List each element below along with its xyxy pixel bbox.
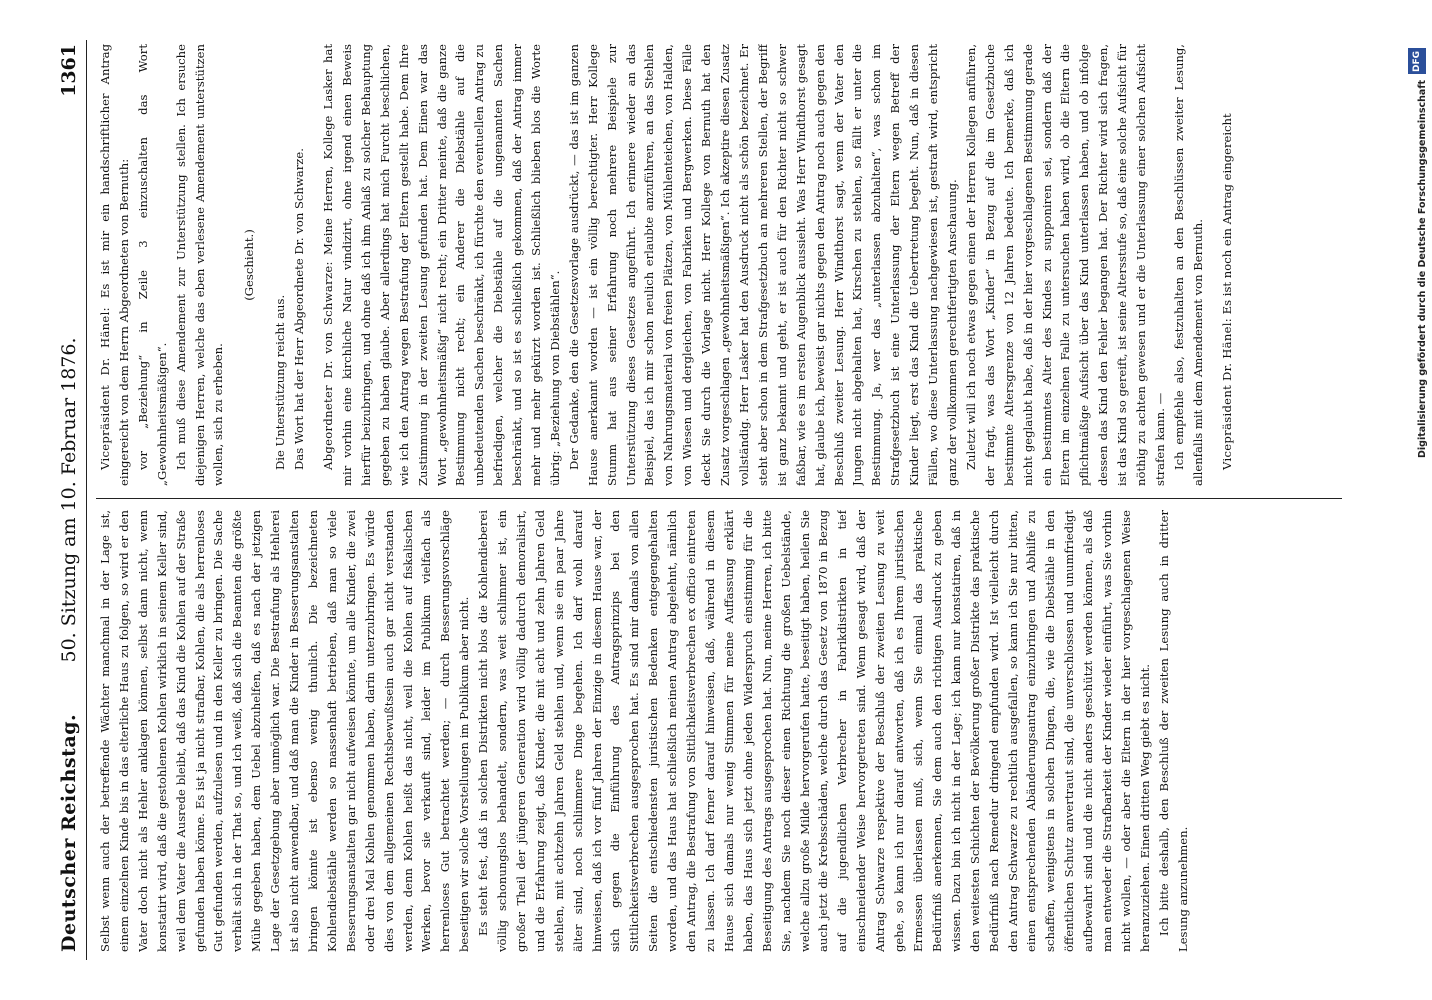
- paragraph: [1218, 44, 1237, 486]
- dfg-logo-text: DFG: [1412, 50, 1422, 72]
- paragraph: Zuletzt will ich noch etwas gegen einen der Herren Kollegen anführen, der fragt, was das Wort „Kinder“ in Bezug auf die im Gesetzbuche bestimmte Altersgrenze von 12 Jahren bedeute. Ich bemerke, daß ich nicht geglaubt habe, daß in der hier vorgeschlagenen Bestimmung gerade ein bestimmtes Alter des Kindes zu supponiren sei, sondern daß der Eltern im einzelnen Falle zu untersuchen haben wird, ob die Eltern die pflichtmäßige Aufsicht über das Kind unterlassen haben, und ob infolge dessen das Kind den Fehler begangen hat. Der Richter wird sich fragen, ist das Kind so gereift, ist seine Altersstufe so, daß eine solche Aufsicht für nöthig zu achten gewesen und er die Unterlassung einer solchen Aufsicht strafen kann. —: [963, 44, 1167, 486]
- speaker-name: Vicepräsident Dr. Hänel:: [98, 307, 112, 470]
- paragraph: Das Wort hat der Herr Abgeordnete Dr. von Schwarze.: [292, 148, 307, 470]
- paragraph: [96, 44, 134, 486]
- speech-text: Es ist noch ein Antrag eingereicht: [1219, 113, 1234, 315]
- column-divider: [96, 498, 1342, 499]
- page-header: [52, 40, 87, 960]
- session-title: 50. Sitzung am 10. Februar 1876.: [58, 337, 80, 663]
- page-number: 1361: [58, 44, 80, 97]
- paragraph: Der Gedanke, den die Gesetzesvorlage ausdrückt, — das ist im ganzen Hause anerkannt worden — ist ein völlig berechtigter. Herr Kollege Stumm hat aus seiner Erfahrung noch mehrere Beispiele zur Unterstützung dieses Gesetzes angeführt. Ich erinnere wieder an das Beispiel, das ich mir schon neulich erlaubte anzuführen, an das Stehlen von Nahrungsmaterial von freien Plätzen, von Mühlenteichen, von Halden, von Wiesen und dergleichen, von Fabriken und Bergwerken. Diese Fälle deckt Sie durch die Vorlage nicht. Herr Kollege von Bernuth hat den Zusatz vorgeschlagen „gewohnheitsmäßigen“. Ich akzeptire diesen Zusatz vollständig. Herr Lasker hat den Ausdruck nicht als schön bezeichnet. Er steht aber schon in dem Strafgesetzbuch an mehreren Stellen, der Begriff ist ganz bekannt und geht, er ist auch für den Richter nicht so schwer faßbar, wie es im ersten Augenblick aussieht. Was Herr Windthorst gesagt hat, glaube ich, beweist gar nichts gegen den Antrag noch auch gegen den Beschluß zweiter Lesung. Herr Windthorst sagt, wenn der Vater den Jungen nicht abgehalten hat, Kirschen zu stehlen, so fällt er unter die Bestimmung. Ja, wer das „unterlassen abzuhalten“, was schon im Strafgesetzbuch ist eine Unterlassung der Eltern wegen Betreff der Kinder liegt, erst das Kind die Uebertretung begeht. Nun, daß in diesen Fällen, wo diese Unterlassung nachgewiesen ist, gestraft wird, entspricht ganz der vollkommen gerechtfertigten Anschauung.: [566, 44, 959, 486]
- speaker-name: Vicepräsident Dr. Hänel:: [1219, 318, 1234, 470]
- stage-note: (Geschieht.): [242, 229, 257, 301]
- speech-text: Es ist mir ein handschriftlicher Antrag eingereicht von dem Herrn Abgeordneten von Bernuth:: [98, 44, 131, 486]
- paragraph: Es steht fest, daß in solchen Distrikten nicht blos die Kohlendieberei völlig schonungslos behandelt, sondern, was weit schlimmer ist, ein großer Theil der jüngeren Generation wird völlig dadurch demoralisirt, und die Erfahrung zeigt, daß Kinder, die mit acht und zehn Jahren Geld stehlen, mit achtzehn Jahren Geld stehlen und, wenn sie ein paar Jahre älter sind, noch schlimmere Dinge begehen. Ich darf wohl darauf hinweisen, daß ich vor fünf Jahren der Einzige in diesem Hause war, der sich gegen die Einführung des Antragsprinzips bei den Sittlichkeitsverbrechen ausgesprochen hat. Es sind mir damals von allen Seiten die entschiedensten juristischen Bedenken entgegengehalten worden, und das Haus hat schließlich meinen Antrag abgelehnt, nämlich den Antrag, die Bestrafung von Sittlichkeitsverbrechen ex officio eintreten zu lassen. Ich darf ferner darauf hinweisen, daß, während in diesem Hause sich damals nur wenig Stimmen für meine Auffassung erklärt haben, das Haus sich jetzt ohne jeden Widerspruch einstimmig für die Beseitigung des Antrags ausgesprochen hat. Nun, meine Herren, ich bitte Sie, nachdem Sie noch dieser einen Richtung die großen Uebelstände, welche allzu große Milde hervorgerufen hatte, beseitigt haben, heilen Sie auch jetzt die Krebsschäden, welche durch das Gesetz von 1870 in Bezug auf die jugendlichen Verbrecher in Fabrikdistrikten in tief einschneidender Weise hervorgetreten sind. Wenn gesagt wird, daß der Antrag Schwarze respektive der Beschluß der zweiten Lesung zu weit gehe, so kann ich nur darauf antworten, daß ich es Ihrem juristischen Ermessen überlassen muß, sich, wenn Sie einmal das praktische Bedürfniß anerkennen, Sie dem auch den richtigen Ausdruck zu geben wissen. Dazu bin ich nicht in der Lage; ich kann nur konstatiren, daß in den weitesten Schichten der Bevölkerung großer Distrikte das praktische Bedürfniß nach Remedur dringend empfunden wird. Ist vielleicht durch den Antrag Schwarze zu rechtlich ausgefallen, so kann ich Sie nur bitten, einen entsprechenden Abänderungsantrag einzubringen und Abhilfe zu schaffen, wenigstens in solchen Dingen, die, wie die Diebstähle in den öffentlichen Schutz anvertraut sind, die unverschlossen und unumfriedigt aufbewahrt sind und die nicht anders geschützt werden können, als daß man entweder die Strafbarkeit der Kinder wieder einführt, was Sie vorhin nicht wollen, — oder aber die Eltern in der hier vorgeschlagenen Weise heranzuziehen. Einen dritten Weg giebt es nicht.: [476, 510, 1152, 952]
- quoted-amendment: vor „Beziehung“ in Zeile 3 einzuschalten das Wort „Gewohnheitsmäßigen“.: [135, 44, 169, 486]
- paragraph: Ich empfehle also, festzuhalten an den Beschlüssen zweiter Lesung, allenfalls mit dem Amendement von Bernuth.: [1171, 44, 1205, 486]
- speaker-name: Abgeordneter Dr. von Schwarze:: [321, 261, 336, 470]
- paragraph: Selbst wenn auch der betreffende Wächter manchmal in der Lage ist, einem einzelnen Kinde bis in das elterliche Haus zu folgen, so wird er den Vater doch nicht als Hehler anklagen können, selbst dann nicht, wenn konstatirt wird, daß die gestohlenen Kohlen wirklich in seinem Keller sind, weil dem Vater die Ausrede bleibt, daß das Kind die Kohlen auf der Straße gefunden haben könne. Es ist ja nicht strafbar, Kohlen, die als herrenloses Gut gefunden werden, aufzulesen und in den Keller zu bringen. Die Sache verhält sich in der That so, und ich weiß, daß sich die Beamten die größte Mühe gegeben haben, dem Uebel abzuhelfen, daß es nach der jetzigen Lage der Gesetzgebung aber unmöglich war. Die Bestrafung als Hehlerei ist also nicht anwendbar, und daß man die Kinder in Besserungsanstalten bringen könnte ist ebenso wenig thunlich. Die bezeichneten Kohlendiebstähle werden so massenhaft betrieben, daß man so viele Besserungsanstalten gar nicht aufweisen könnte, um alle Kinder, die zwei oder drei Mal Kohlen genommen haben, darin unterzubringen. Es würde dies von dem allgemeinen Rechtsbewußtsein auch gar nicht verstanden werden, denn Kohlen heißt das nicht, weil die Kohlen auf fiskalischen Werken, bevor sie verkauft sind, leider im Publikum vielfach als herrenloses Gut betrachtet werden; — durch Besserungsvorschläge beseitigen wir solche Vorstellungen im Publikum aber nicht.: [98, 510, 472, 952]
- dfg-logo-icon: [1408, 48, 1426, 74]
- publication-title: Deutscher Reichstag.: [58, 713, 80, 952]
- paragraph: Die Unterstützung reicht aus.: [273, 294, 288, 470]
- digitization-note: Digitalisierung gefördert durch die Deutsche Forschungsgemeinschaft: [1417, 80, 1428, 458]
- right-column: [96, 44, 1342, 486]
- left-column: [96, 510, 1342, 952]
- paragraph: [319, 44, 565, 486]
- paragraph: Ich bitte deshalb, den Beschluß der zweiten Lesung auch in dritter Lesung anzunehmen.: [1156, 510, 1190, 952]
- speech-text: Meine Herren, Kollege Lasker hat mir vorhin eine kirchliche Natur vindizirt, ohne irgend einen Beweis hierfür beizubringen, und ohne daß ich ihm Anlaß zu solcher Behauptung gegeben zu haben glaube. Aber allerdings hat mich Furcht beschlichen, wie ich den Antrag wegen Bestrafung der Eltern gestellt habe. Dem Ihre Zustimmung in der zweiten Lesung gefunden hat. Dem Einen war das Wort „gewohnheitsmäßig“ nicht recht; ein Dritter meinte, daß die ganze Bestimmung nicht recht; ein Anderer die Diebstähle auf die unbedeutenden Sachen beschränkt, ich fürchte den eventuellen Antrag zu befriedigen, welcher die Diebstähle auf die ungenannten Sachen beschränkt, und so ist es schließlich gekommen, daß der Antrag immer mehr und mehr gekürzt worden ist. Schließlich blieben blos die Worte übrig: „Beziehung von Diebstählen“.: [321, 44, 562, 486]
- paragraph: Ich muß diese Amendement zur Unterstützung stellen. Ich ersuche diejenigen Herren, welche das eben verlesene Amendement unterstützen wollen, sich zu erheben.: [173, 44, 226, 486]
